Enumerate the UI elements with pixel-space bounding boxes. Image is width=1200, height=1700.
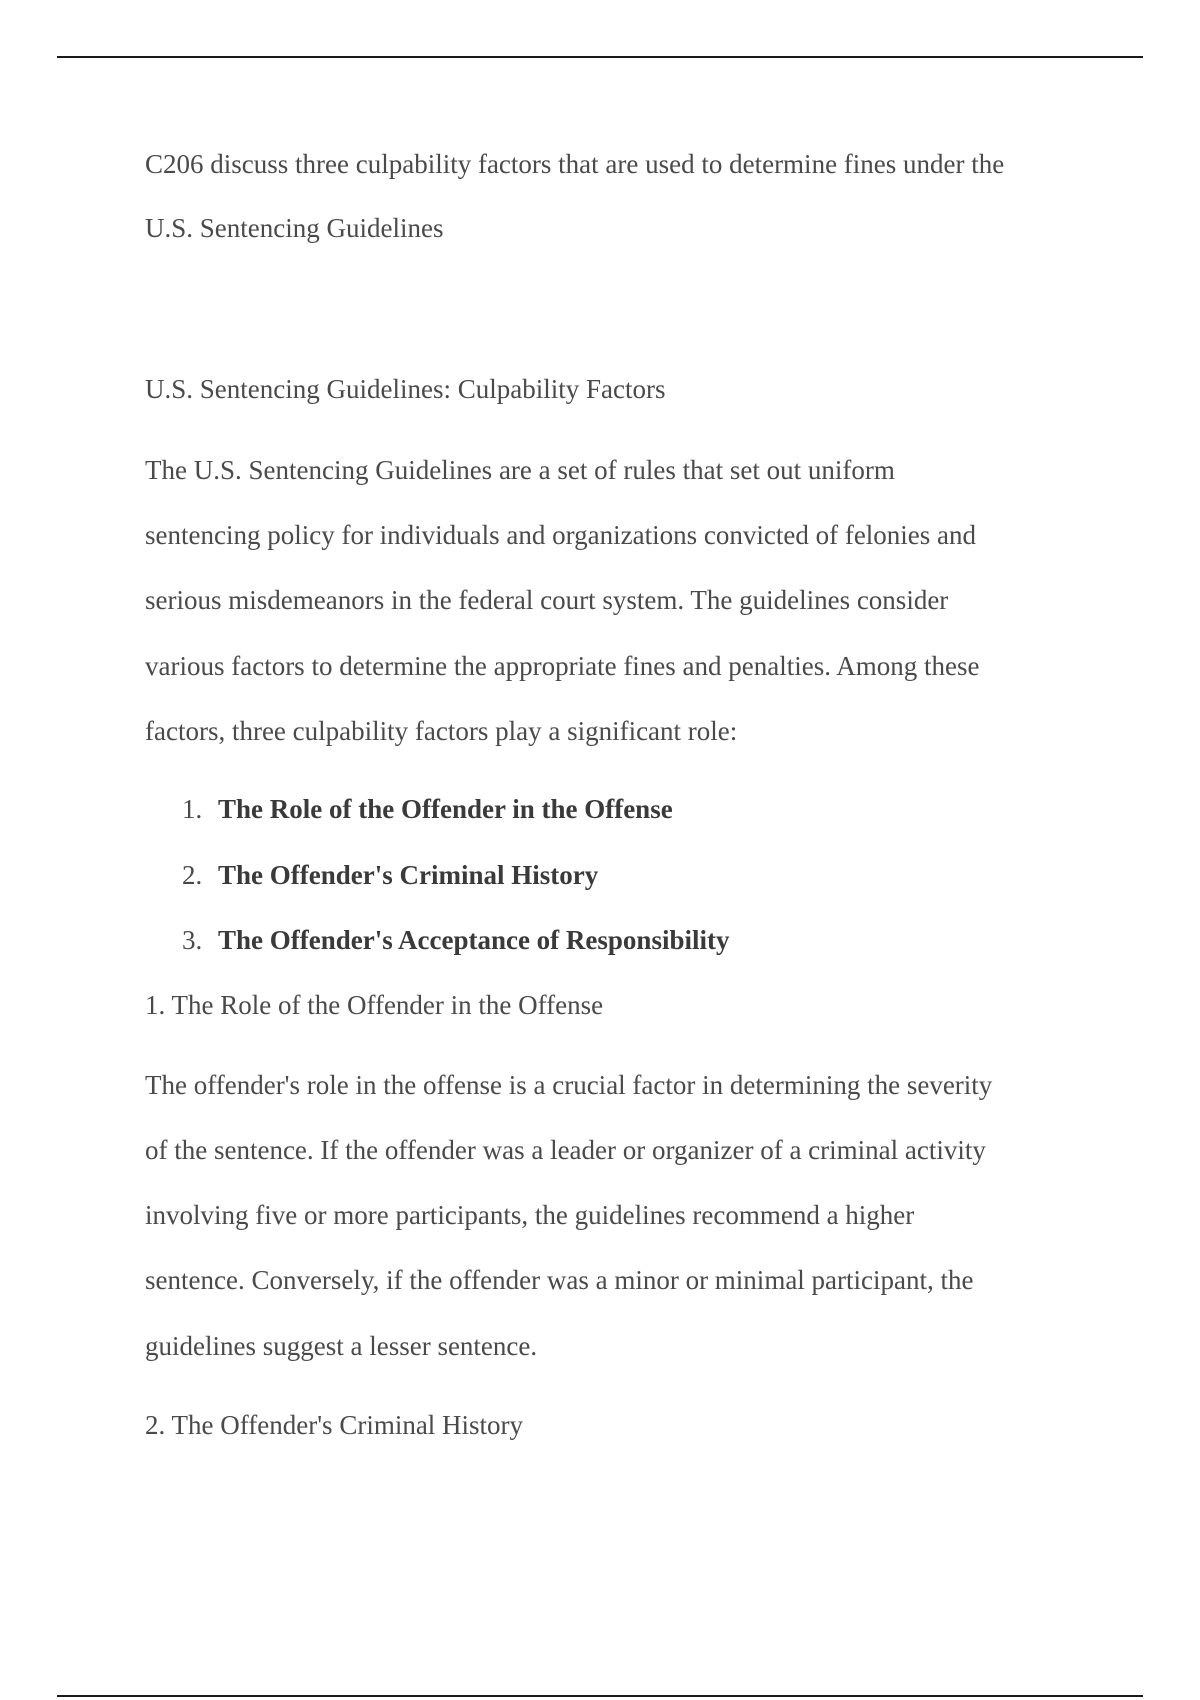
bottom-rule [57,1695,1143,1697]
section2-heading: 2. The Offender's Criminal History [145,1410,524,1440]
section1-line-3: involving five or more participants, the guidelines recommend a higher [145,1200,915,1230]
intro-line-4: various factors to determine the appropriate fines and penalties. Among these [145,651,980,681]
intro-line-3: serious misdemeanors in the federal court system. The guidelines consider [145,585,949,615]
factor-number: 3. [182,925,203,955]
top-rule [57,56,1143,58]
factor-label: The Offender's Acceptance of Responsibility [218,925,730,955]
intro-line-1: The U.S. Sentencing Guidelines are a set of rules that set out uniform [145,455,895,485]
section1-heading: 1. The Role of the Offender in the Offense [145,990,604,1020]
intro-line-2: sentencing policy for individuals and organizations convicted of felonies and [145,520,977,550]
question-line-2: U.S. Sentencing Guidelines [145,213,444,243]
factor-list-item [182,858,598,892]
section1-line-2: of the sentence. If the offender was a leader or organizer of a criminal activity [145,1135,986,1165]
section1-line-5: guidelines suggest a lesser sentence. [145,1331,538,1361]
section-title: U.S. Sentencing Guidelines: Culpability Factors [145,374,666,404]
question-line-1: C206 discuss three culpability factors that are used to determine fines under the [145,149,1005,179]
factor-label: The Role of the Offender in the Offense [218,794,673,824]
section1-line-4: sentence. Conversely, if the offender was a minor or minimal participant, the [145,1265,974,1295]
factor-number: 1. [182,794,203,824]
factor-number: 2. [182,860,203,890]
factor-list-item [182,923,729,957]
factor-list-item [182,792,673,826]
factor-label: The Offender's Criminal History [218,860,599,890]
intro-line-5: factors, three culpability factors play a significant role: [145,716,738,746]
section1-line-1: The offender's role in the offense is a crucial factor in determining the severity [145,1070,993,1100]
